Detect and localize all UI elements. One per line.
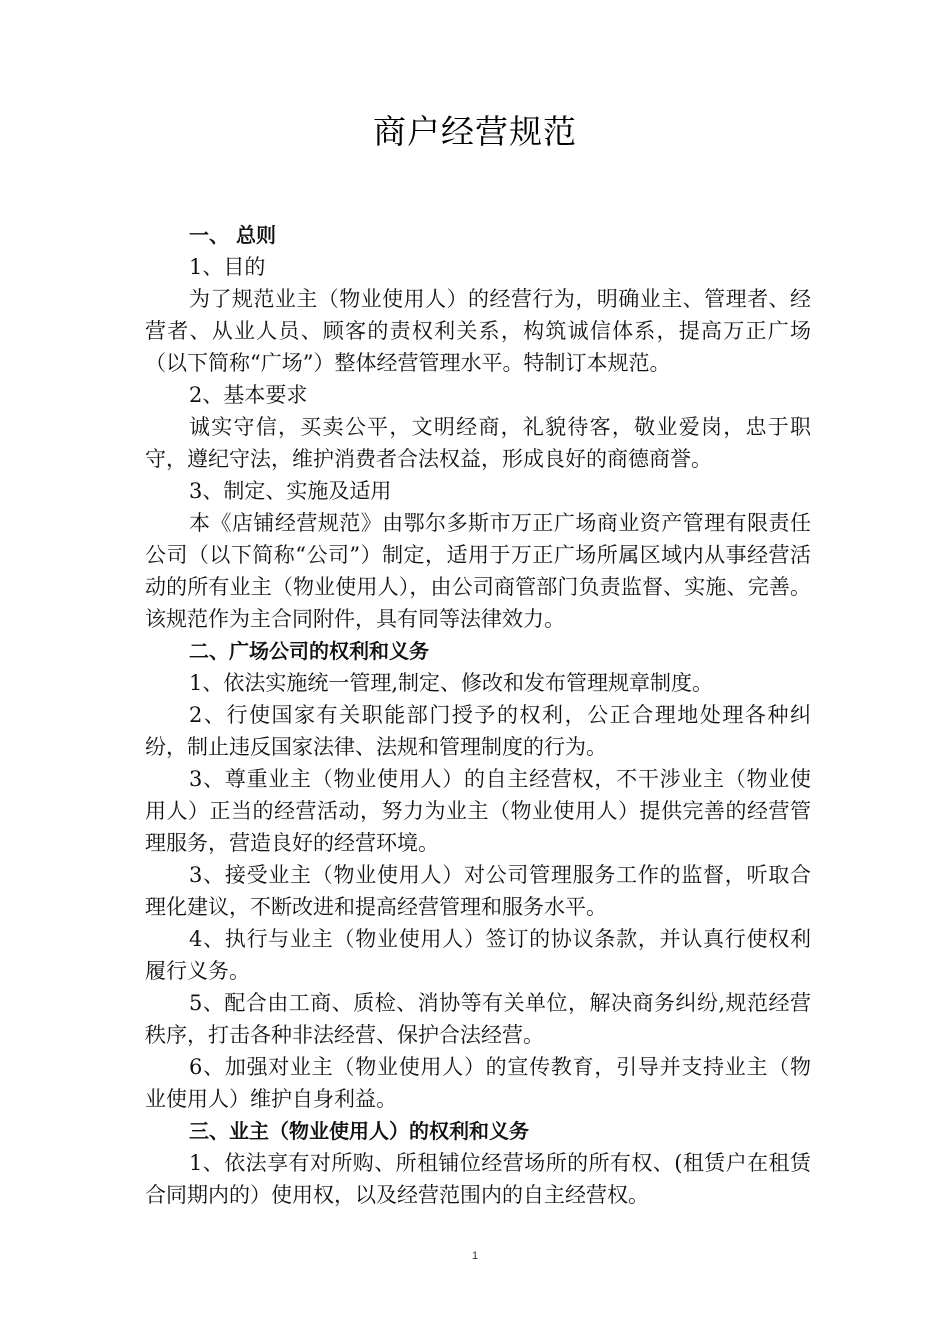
body-paragraph: 2、行使国家有关职能部门授予的权利，公正合理地处理各种纠纷，制止违反国家法律、法规和管理制度的行为。 <box>145 703 811 759</box>
body-paragraph: 诚实守信，买卖公平，文明经商，礼貌待客，敬业爱岗，忠于职守，遵纪守法，维护消费者合法权益，形成良好的商德商誉。 <box>145 415 811 471</box>
body-paragraph: 4、执行与业主（物业使用人）签订的协议条款，并认真行使权利履行义务。 <box>145 927 811 983</box>
section-heading: 二、广场公司的权利和义务 <box>189 639 429 663</box>
body-paragraph: 1、目的 <box>189 255 266 279</box>
body-paragraph: 1、依法享有对所购、所租铺位经营场所的所有权、(租赁户在租赁合同期内的）使用权，以及经营范围内的自主经营权。 <box>145 1151 811 1207</box>
body-paragraph: 本《店铺经营规范》由鄂尔多斯市万正广场商业资产管理有限责任公司（以下简称“公司”）制定，适用于万正广场所属区域内从事经营活动的所有业主（物业使用人），由公司商管部门负责监督、实施、完善。该规范作为主合同附件，具有同等法律效力。 <box>145 511 811 631</box>
section-heading: 一、 总则 <box>189 223 276 247</box>
body-paragraph: 3、接受业主（物业使用人）对公司管理服务工作的监督，听取合理化建议，不断改进和提高经营管理和服务水平。 <box>145 863 811 919</box>
document-title: 商户经营规范 <box>373 112 577 151</box>
body-paragraph: 2、基本要求 <box>189 383 308 407</box>
body-paragraph: 6、加强对业主（物业使用人）的宣传教育，引导并支持业主（物业使用人）维护自身利益。 <box>145 1055 811 1111</box>
body-paragraph: 3、制定、实施及适用 <box>189 479 392 503</box>
body-paragraph: 3、尊重业主（物业使用人）的自主经营权，不干涉业主（物业使用人）正当的经营活动，努力为业主（物业使用人）提供完善的经营管理服务，营造良好的经营环境。 <box>145 767 811 855</box>
body-paragraph: 1、依法实施统一管理,制定、修改和发布管理规章制度。 <box>189 671 714 695</box>
page-number: 1 <box>471 1250 479 1262</box>
body-paragraph: 5、配合由工商、质检、消协等有关单位，解决商务纠纷,规范经营秩序，打击各种非法经营、保护合法经营。 <box>145 991 811 1047</box>
document-body <box>145 219 811 1211</box>
body-paragraph: 为了规范业主（物业使用人）的经营行为，明确业主、管理者、经营者、从业人员、顾客的责权利关系，构筑诚信体系，提高万正广场（以下简称“广场”）整体经营管理水平。特制订本规范。 <box>145 287 811 375</box>
section-heading: 三、业主（物业使用人）的权利和义务 <box>189 1119 529 1143</box>
